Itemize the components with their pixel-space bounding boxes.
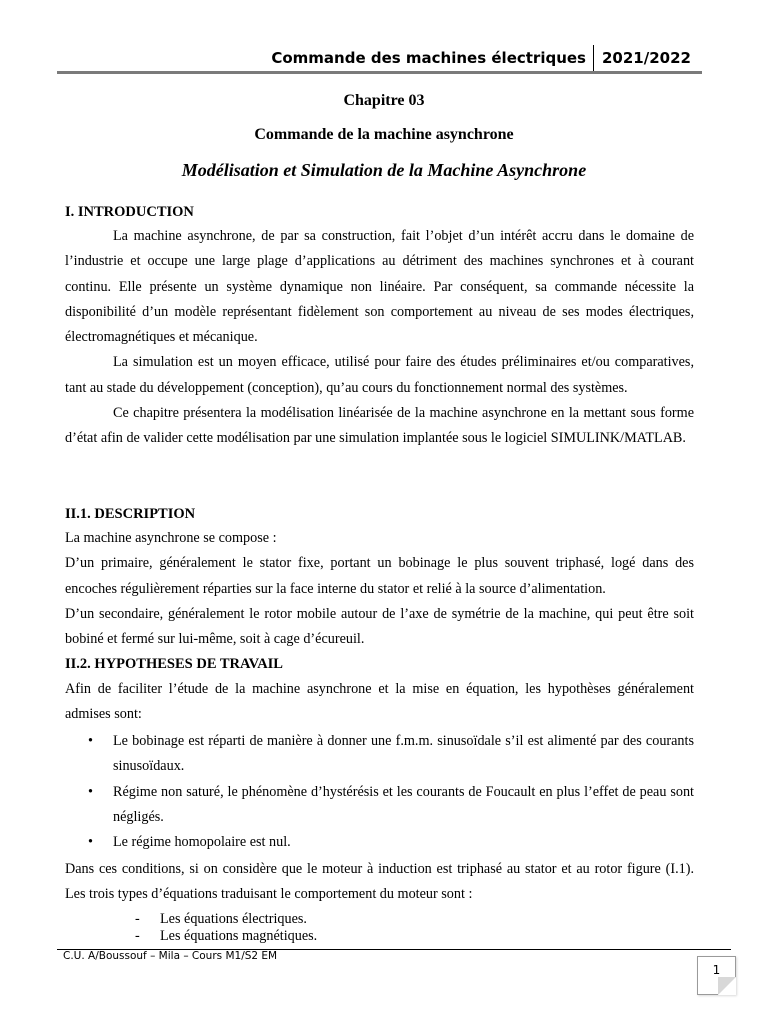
header-year: 2021/2022 <box>602 49 691 67</box>
hypotheses-intro <box>65 677 694 728</box>
hypotheses-conclusion <box>65 857 694 908</box>
introduction-body <box>65 224 694 452</box>
dash-list-item <box>135 928 318 944</box>
hypotheses-list <box>65 729 694 855</box>
header-course-title: Commande des machines électriques <box>271 49 586 67</box>
paragraph: La simulation est un moyen efficace, utilisé pour faire des études préliminaires et/ou comparatives, tant au stade du développement (conception), qu’au cours du fonctionnement normal des systèmes. <box>65 354 694 396</box>
paragraph: D’un secondaire, généralement le rotor mobile autour de l’axe de symétrie de la machine, qui peut être soit bobiné et fermé sur lui-même, soit à cage d’écureuil. <box>65 605 694 648</box>
list-item-text: Le bobinage est réparti de manière à donner une f.m.m. sinusoïdale s’il est alimenté par des courants sinusoïdaux. <box>113 733 694 775</box>
dash-item-text: Les équations électriques. <box>160 911 307 927</box>
chapter-subject: Commande de la machine asynchrone <box>254 126 514 143</box>
dash-list-item <box>135 911 307 927</box>
header-separator <box>593 45 594 72</box>
chapter-title: Chapitre 03 <box>343 92 425 109</box>
list-item <box>65 830 694 855</box>
dash-icon: - <box>135 928 140 944</box>
paragraph: Ce chapitre présentera la modélisation linéarisée de la machine asynchrone en la mettant sous forme d’état afin de valider cette modélisation par une simulation implantée sous le logiciel SIMULINK/MATLAB. <box>65 405 694 447</box>
list-item <box>65 780 694 831</box>
bullet-icon: • <box>88 834 93 851</box>
list-item-text: Le régime homopolaire est nul. <box>113 834 291 851</box>
dash-item-text: Les équations magnétiques. <box>160 928 318 944</box>
dash-icon: - <box>135 911 140 927</box>
paragraph: Dans ces conditions, si on considère que le moteur à induction est triphasé au stator et au rotor figure (I.1). Les trois types d’équations traduisant le comportement du moteur sont : <box>65 861 694 903</box>
bullet-icon: • <box>88 733 93 749</box>
paragraph: La machine asynchrone, de par sa construction, fait l’objet d’un intérêt accru dans le domaine de l’industrie et occupe une large plage d’applications au détriment des machines synchrones et à courant continu. Elle présente un système dynamique non linéaire. Par conséquent, sa commande nécessite la disponibilité d’un modèle représentant fidèlement son comportement au niveau de ses modes électriques, électromagnétiques et mécanique. <box>65 228 694 346</box>
section-heading-hypotheses: II.2. HYPOTHESES DE TRAVAIL <box>65 656 283 672</box>
paragraph: Afin de faciliter l’étude de la machine asynchrone et la mise en équation, les hypothèses généralement admises sont: <box>65 681 694 723</box>
description-body <box>65 526 694 652</box>
page-number-box <box>697 956 736 995</box>
footer-institution: C.U. A/Boussouf – Mila – Cours M1/S2 EM <box>63 950 278 962</box>
paragraph: La machine asynchrone se compose : <box>65 530 277 546</box>
header-rule <box>57 71 702 74</box>
page-number: 1 <box>712 963 721 977</box>
list-item-text: Régime non saturé, le phénomène d’hystérésis et les courants de Foucault en plus l’effet de peau sont négligés. <box>113 783 694 825</box>
section-heading-introduction: I. INTRODUCTION <box>65 204 194 220</box>
section-heading-description: II.1. DESCRIPTION <box>65 506 196 522</box>
paragraph: D’un primaire, généralement le stator fixe, portant un bobinage le plus souvent triphasé, logé dans des encoches régulièrement réparties sur la face interne du stator et relié à la source d’alimentation. <box>65 555 694 597</box>
page-corner-fold-icon <box>718 977 736 995</box>
list-item <box>65 729 694 780</box>
chapter-subtitle: Modélisation et Simulation de la Machine Asynchrone <box>181 160 587 180</box>
bullet-icon: • <box>88 783 93 800</box>
